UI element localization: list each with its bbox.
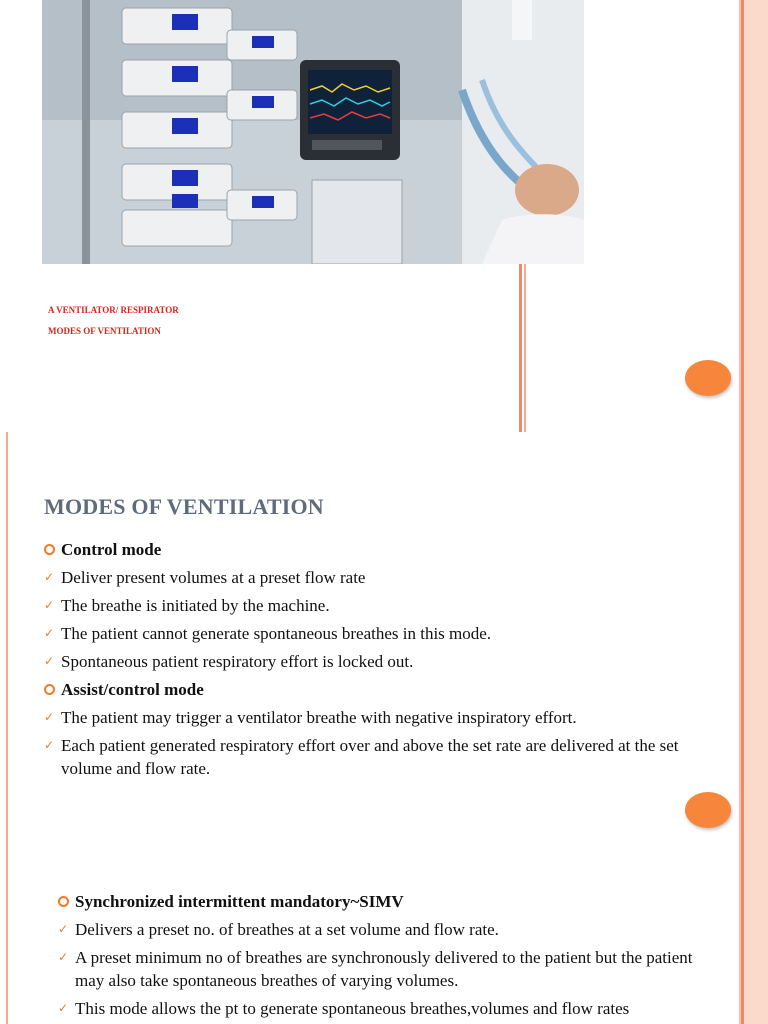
right-band-line <box>739 0 741 432</box>
slide-2 <box>0 432 768 866</box>
circle-outline-icon <box>44 544 55 555</box>
checkmark-icon: ✓ <box>44 738 55 752</box>
right-band-line <box>739 432 741 866</box>
checkmark-icon: ✓ <box>44 626 55 640</box>
bullet-list <box>44 538 684 785</box>
list-item: ✓ A preset minimum no of breathes are synchronously delivered to the patient but the patient may also take spontaneous breathes of varying volumes. <box>58 948 693 990</box>
list-item: ✓ Each patient generated respiratory effort over and above the set rate are delivered at the set volume and flow rate. <box>44 736 679 778</box>
orange-dot-icon <box>685 792 731 828</box>
list-item: ✓ Spontaneous patient respiratory effort is locked out. <box>44 652 414 671</box>
right-band <box>744 0 768 432</box>
list-item: Synchronized intermittent mandatory~SIMV <box>58 890 708 913</box>
list-item: ✓ Delivers a preset no. of breathes at a set volume and flow rate. <box>58 920 499 939</box>
list-item: ✓ The patient cannot generate spontaneous breathes in this mode. <box>44 624 492 643</box>
slide-1 <box>0 0 768 432</box>
checkmark-icon: ✓ <box>44 654 55 668</box>
divider-line <box>524 264 526 432</box>
checkmark-icon: ✓ <box>58 1001 69 1015</box>
slide-title: MODES OF VENTILATION <box>44 494 324 519</box>
orange-dot-icon <box>685 360 731 396</box>
slide-3 <box>0 866 768 1024</box>
checkmark-icon: ✓ <box>44 598 55 612</box>
ventilator-photo <box>42 0 584 264</box>
left-line <box>6 866 8 1024</box>
bullet-list <box>58 890 708 1024</box>
list-item: Assist/control mode <box>44 678 684 701</box>
circle-outline-icon <box>58 896 69 907</box>
slide1-subtitle-ventilator: A VENTILATOR/ RESPIRATOR <box>48 305 179 315</box>
right-band-line <box>741 432 744 866</box>
checkmark-icon: ✓ <box>44 570 55 584</box>
list-item: ✓ Deliver present volumes at a preset flow rate <box>44 568 366 587</box>
checkmark-icon: ✓ <box>58 950 69 964</box>
divider-line <box>519 264 522 432</box>
list-item: ✓ This mode allows the pt to generate spontaneous breathes,volumes and flow rates <box>58 999 630 1018</box>
right-band-line <box>741 0 744 432</box>
circle-outline-icon <box>44 684 55 695</box>
slide1-subtitle-modes: MODES OF VENTILATION <box>48 326 161 336</box>
left-line <box>6 432 8 866</box>
right-band <box>744 866 768 1024</box>
right-band-line <box>739 866 741 1024</box>
list-item: ✓ The breathe is initiated by the machine. <box>44 596 330 615</box>
list-item: ✓ The patient may trigger a ventilator breathe with negative inspiratory effort. <box>44 708 577 727</box>
right-band-line <box>741 866 744 1024</box>
checkmark-icon: ✓ <box>58 922 69 936</box>
list-item: Control mode <box>44 538 684 561</box>
checkmark-icon: ✓ <box>44 710 55 724</box>
right-band <box>744 432 768 866</box>
